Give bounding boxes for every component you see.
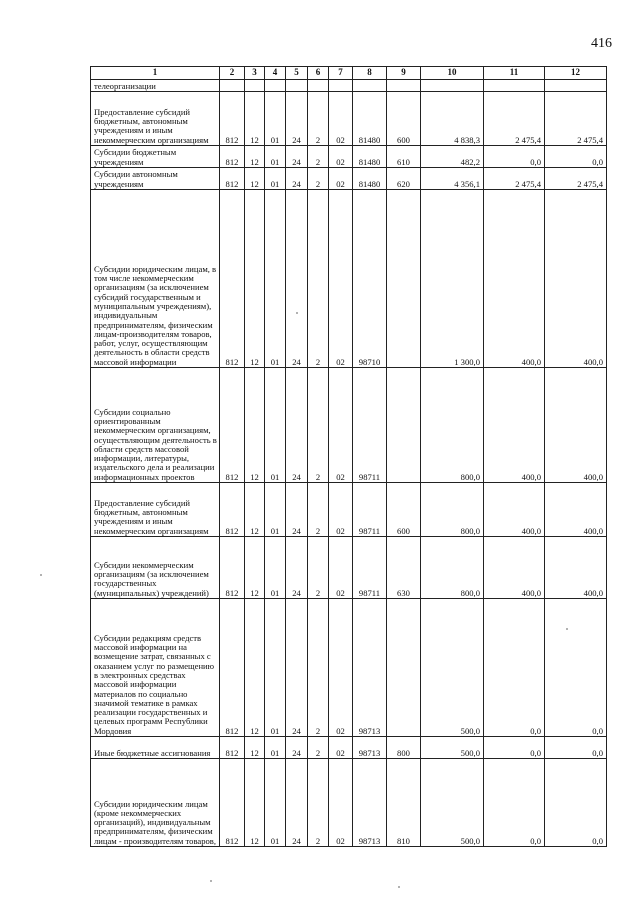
cell: 02 (329, 483, 353, 537)
cell (387, 80, 421, 92)
cell: 98713 (353, 759, 387, 847)
row-name: Субсидии бюджетным учреждениям (91, 146, 220, 168)
cell: 81480 (353, 168, 387, 190)
row-name: Предоставление субсидий бюджетным, автономным учреждениям и иным некоммерческим организациям (91, 92, 220, 146)
cell: 12 (245, 599, 265, 737)
cell: 24 (286, 537, 308, 599)
column-header: 8 (353, 67, 387, 80)
cell: 98711 (353, 368, 387, 483)
row-name: Субсидии юридическим лицам (кроме некоммерческих организаций), индивидуальным предпринимателям, физическим лицам - производителям товаров, (91, 759, 220, 847)
cell: 0,0 (545, 737, 607, 759)
cell: 400,0 (484, 483, 545, 537)
row-name: Субсидии социально ориентированным некоммерческим организациям, осуществляющим деятельность в области средств массовой информации, литературы, издательского дела и реализации информационных проектов (91, 368, 220, 483)
cell: 12 (245, 92, 265, 146)
cell (387, 190, 421, 368)
cell: 2 (308, 368, 329, 483)
cell: 400,0 (545, 537, 607, 599)
cell: 98710 (353, 190, 387, 368)
column-header: 9 (387, 67, 421, 80)
cell: 2 (308, 190, 329, 368)
cell: 812 (220, 368, 245, 483)
cell: 2 (308, 483, 329, 537)
cell: 24 (286, 737, 308, 759)
cell: 400,0 (484, 190, 545, 368)
cell: 0,0 (545, 146, 607, 168)
cell (387, 368, 421, 483)
cell: 02 (329, 146, 353, 168)
scan-speck (566, 628, 568, 630)
cell (353, 80, 387, 92)
cell: 24 (286, 92, 308, 146)
cell: 02 (329, 759, 353, 847)
cell: 01 (265, 599, 286, 737)
cell: 500,0 (421, 599, 484, 737)
cell: 2 475,4 (484, 92, 545, 146)
cell: 01 (265, 483, 286, 537)
table-row (91, 599, 607, 737)
cell: 0,0 (545, 759, 607, 847)
row-name: Субсидии юридическим лицам, в том числе некоммерческим организациям (за исключением субсидий государственным и муниципальным учреждениям), индивидуальным предпринимателям, физическим лицам-производителям товаров, работ, услуг, осуществляющим деятельность в области средств массовой информации (91, 190, 220, 368)
table-row (91, 146, 607, 168)
column-header: 6 (308, 67, 329, 80)
row-name: Предоставление субсидий бюджетным, автономным учреждениям и иным некоммерческим организациям (91, 483, 220, 537)
table-header-row (91, 67, 607, 80)
cell: 812 (220, 483, 245, 537)
cell: 12 (245, 190, 265, 368)
column-header: 2 (220, 67, 245, 80)
cell: 0,0 (484, 759, 545, 847)
cell: 24 (286, 146, 308, 168)
cell: 2 (308, 759, 329, 847)
cell: 810 (387, 759, 421, 847)
column-header: 7 (329, 67, 353, 80)
cell (545, 80, 607, 92)
cell (286, 80, 308, 92)
column-header: 1 (91, 67, 220, 80)
cell: 812 (220, 92, 245, 146)
cell: 01 (265, 368, 286, 483)
column-header: 4 (265, 67, 286, 80)
cell (387, 599, 421, 737)
cell: 2 475,4 (545, 168, 607, 190)
cell: 01 (265, 190, 286, 368)
row-name: Субсидии некоммерческим организациям (за исключением государственных (муниципальных) учреждений) (91, 537, 220, 599)
cell: 600 (387, 483, 421, 537)
table-row (91, 190, 607, 368)
cell: 81480 (353, 146, 387, 168)
cell: 98713 (353, 599, 387, 737)
cell: 2 475,4 (484, 168, 545, 190)
cell: 0,0 (545, 599, 607, 737)
cell: 24 (286, 190, 308, 368)
cell: 812 (220, 146, 245, 168)
budget-table (90, 66, 607, 847)
cell: 01 (265, 759, 286, 847)
cell: 98713 (353, 737, 387, 759)
cell: 12 (245, 483, 265, 537)
cell: 4 356,1 (421, 168, 484, 190)
column-header: 3 (245, 67, 265, 80)
cell: 12 (245, 368, 265, 483)
cell: 12 (245, 737, 265, 759)
cell: 2 475,4 (545, 92, 607, 146)
cell: 2 (308, 92, 329, 146)
cell: 800 (387, 737, 421, 759)
cell: 24 (286, 483, 308, 537)
cell: 01 (265, 168, 286, 190)
cell: 4 838,3 (421, 92, 484, 146)
cell: 02 (329, 737, 353, 759)
cell: 400,0 (484, 368, 545, 483)
cell: 630 (387, 537, 421, 599)
cell: 02 (329, 168, 353, 190)
cell: 482,2 (421, 146, 484, 168)
cell: 812 (220, 599, 245, 737)
table-row (91, 483, 607, 537)
cell: 01 (265, 737, 286, 759)
column-header: 11 (484, 67, 545, 80)
page-number: 416 (591, 36, 612, 51)
cell: 02 (329, 537, 353, 599)
cell: 812 (220, 759, 245, 847)
cell (308, 80, 329, 92)
cell: 2 (308, 599, 329, 737)
row-name: Субсидии автономным учреждениям (91, 168, 220, 190)
cell: 2 (308, 737, 329, 759)
cell: 610 (387, 146, 421, 168)
scan-speck (296, 312, 298, 314)
table-row (91, 537, 607, 599)
cell: 98711 (353, 483, 387, 537)
cell: 12 (245, 168, 265, 190)
cell: 24 (286, 168, 308, 190)
cell: 01 (265, 146, 286, 168)
cell: 24 (286, 599, 308, 737)
column-header: 10 (421, 67, 484, 80)
scan-speck (398, 886, 400, 888)
cell: 01 (265, 537, 286, 599)
scan-speck (210, 880, 212, 882)
cell (421, 80, 484, 92)
table-row (91, 168, 607, 190)
table-row (91, 368, 607, 483)
table-row (91, 759, 607, 847)
cell: 1 300,0 (421, 190, 484, 368)
cell: 800,0 (421, 483, 484, 537)
cell: 12 (245, 537, 265, 599)
cell: 02 (329, 368, 353, 483)
cell: 0,0 (484, 599, 545, 737)
cell: 98711 (353, 537, 387, 599)
cell: 2 (308, 537, 329, 599)
cell (265, 80, 286, 92)
cell: 02 (329, 190, 353, 368)
column-header: 12 (545, 67, 607, 80)
scan-speck (40, 574, 42, 576)
table-row (91, 92, 607, 146)
cell: 01 (265, 92, 286, 146)
cell: 81480 (353, 92, 387, 146)
cell: 800,0 (421, 537, 484, 599)
cell: 812 (220, 537, 245, 599)
cell: 500,0 (421, 759, 484, 847)
cell: 400,0 (545, 368, 607, 483)
row-name: Субсидии редакциям средств массовой информации на возмещение затрат, связанных с оказанием услуг по размещению в электронных средствах массовой информации материалов по социально значимой тематике в рамках реализации государственных и целевых программ Республики Мордовия (91, 599, 220, 737)
cell: 812 (220, 168, 245, 190)
table-row (91, 80, 607, 92)
cell: 600 (387, 92, 421, 146)
cell: 400,0 (545, 190, 607, 368)
cell (484, 80, 545, 92)
cell: 12 (245, 146, 265, 168)
row-name: телеорганизации (91, 80, 220, 92)
cell: 812 (220, 190, 245, 368)
cell: 500,0 (421, 737, 484, 759)
cell: 812 (220, 737, 245, 759)
cell: 02 (329, 92, 353, 146)
cell: 12 (245, 759, 265, 847)
cell: 400,0 (545, 483, 607, 537)
cell: 800,0 (421, 368, 484, 483)
cell: 24 (286, 368, 308, 483)
cell: 0,0 (484, 737, 545, 759)
cell: 620 (387, 168, 421, 190)
cell: 2 (308, 168, 329, 190)
cell: 02 (329, 599, 353, 737)
column-header: 5 (286, 67, 308, 80)
row-name: Иные бюджетные ассигнования (91, 737, 220, 759)
cell (220, 80, 245, 92)
cell: 400,0 (484, 537, 545, 599)
cell: 24 (286, 759, 308, 847)
cell: 2 (308, 146, 329, 168)
cell (329, 80, 353, 92)
cell: 0,0 (484, 146, 545, 168)
cell (245, 80, 265, 92)
table-row (91, 737, 607, 759)
